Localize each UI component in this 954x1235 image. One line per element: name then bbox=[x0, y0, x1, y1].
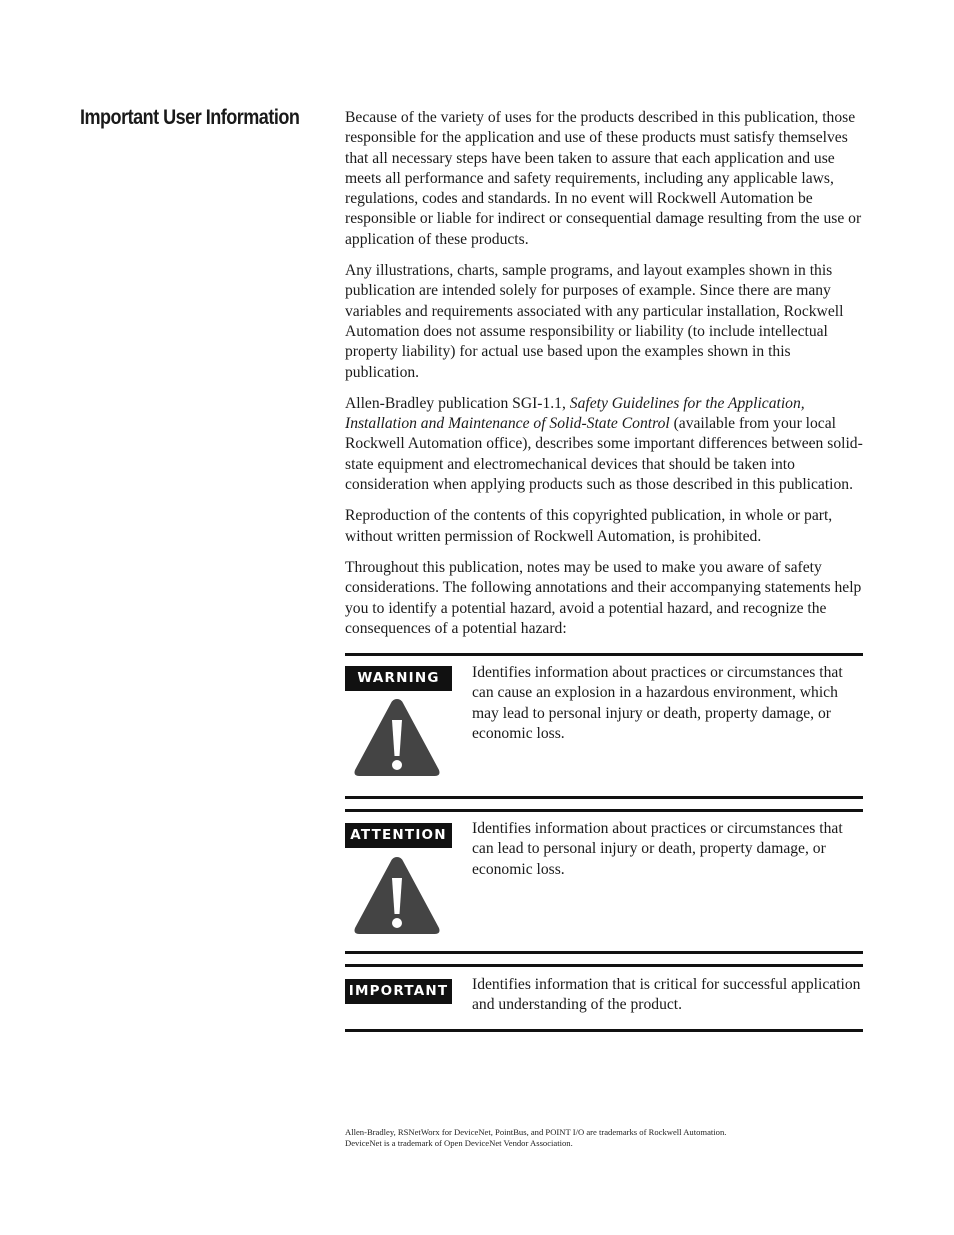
paragraph-illustrations: Any illustrations, charts, sample programs, and layout examples shown in this publication are intended solely for purposes of example. Since there are many variables and requirements associated with any particular installation, Rockwell Automation does not assume responsibility or liability (to include intellectual property liability) for actual use based upon the examples shown in this publication. bbox=[345, 262, 844, 381]
divider bbox=[345, 951, 863, 954]
sgi-publication-title: Safety Guidelines for the Application, Installation and Maintenance of Solid-State Control bbox=[345, 394, 805, 433]
attention-badge: ATTENTION bbox=[345, 823, 452, 848]
body-text bbox=[345, 108, 863, 1032]
important-text: Identifies information that is critical for successful application and understanding of the product. bbox=[472, 976, 861, 1014]
important-block bbox=[345, 964, 863, 1032]
warning-triangle-icon bbox=[352, 854, 442, 938]
warning-badge: WARNING bbox=[345, 666, 452, 691]
trademark-footnotes bbox=[345, 1127, 865, 1149]
sgi-text-after: (available from your local Rockwell Automation office), describes some important differences between solid-state equipment and electromechanical devices that should be taken into consideration when applying products such as those described in this publication. bbox=[345, 415, 863, 494]
warning-triangle-icon bbox=[352, 696, 442, 780]
paragraph-annotations: Throughout this publication, notes may be used to make you aware of safety considerations. The following annotations and their accompanying statements help you to identify a potential hazard, avoid a potential hazard, and recognize the consequences of a potential hazard: bbox=[345, 558, 862, 637]
attention-block bbox=[345, 809, 863, 954]
footnote-line: Allen-Bradley, RSNetWorx for DeviceNet, PointBus, and POINT I/O are trademarks of Rockwell Automation. bbox=[345, 1127, 727, 1137]
footnote-line: DeviceNet is a trademark of Open DeviceNet Vendor Association. bbox=[345, 1138, 573, 1148]
divider bbox=[345, 1029, 863, 1032]
attention-notice bbox=[345, 812, 863, 951]
warning-block bbox=[345, 653, 863, 799]
important-badge: IMPORTANT bbox=[345, 979, 452, 1004]
warning-text: Identifies information about practices or circumstances that can cause an explosion in a hazardous environment, which may lead to personal injury or death, property damage, or economic loss. bbox=[472, 664, 843, 743]
sgi-text-before: Allen-Bradley publication SGI-1.1, bbox=[345, 394, 570, 412]
divider bbox=[345, 796, 863, 799]
page-title: Important User Information bbox=[80, 106, 300, 129]
paragraph-reproduction: Reproduction of the contents of this copyrighted publication, in whole or part, without written permission of Rockwell Automation, is prohibited. bbox=[345, 507, 833, 545]
paragraph-sgi bbox=[345, 394, 863, 495]
warning-notice bbox=[345, 656, 863, 796]
attention-text: Identifies information about practices or circumstances that can lead to personal injury or death, property damage, or economic loss. bbox=[472, 820, 843, 878]
important-notice bbox=[345, 967, 863, 1029]
paragraph-variety-of-uses: Because of the variety of uses for the products described in this publication, those responsible for the application and use of these products must satisfy themselves that all necessary steps have been taken to assure that each application and use meets all performance and safety requirements, including any applicable laws, regulations, codes and standards. In no event will Rockwell Automation be responsible or liable for indirect or consequential damage resulting from the use or application of these products. bbox=[345, 109, 862, 248]
